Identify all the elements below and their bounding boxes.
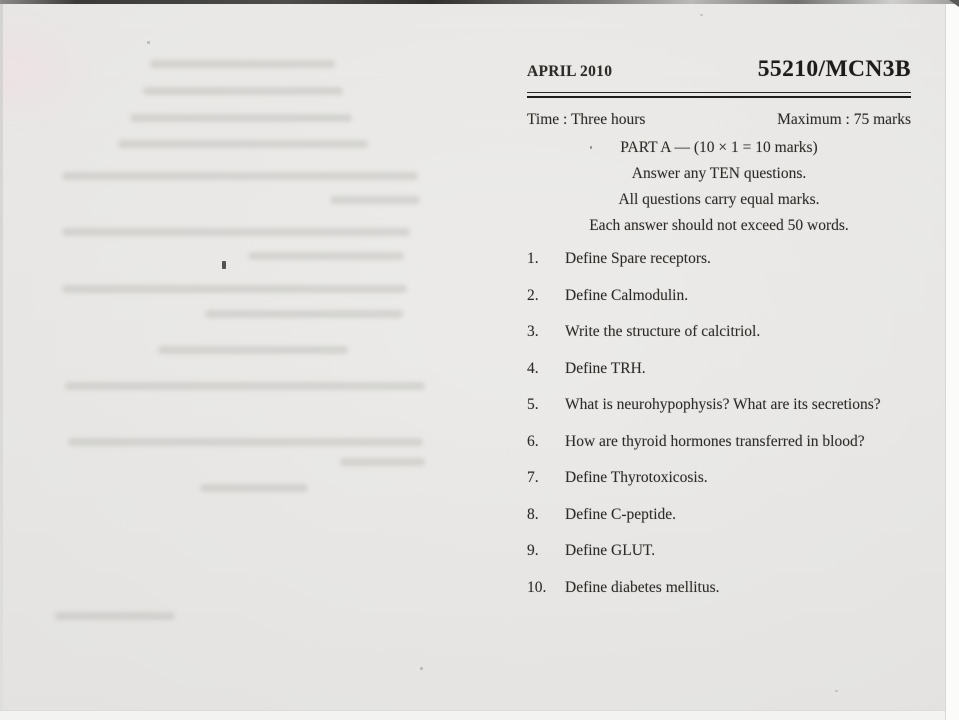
bleed-through-mark [205, 310, 403, 318]
scan-edge-top [0, 0, 959, 4]
part-a-heading: PART A — (10 × 1 = 10 marks) [620, 139, 818, 156]
question-text: Define Spare receptors. [565, 250, 711, 267]
bleed-through-mark [340, 458, 425, 466]
bleed-through-mark [143, 87, 343, 95]
question-number: 8. [527, 505, 539, 523]
question-text: What is neurohypophysis? What are its secretions? [565, 396, 881, 413]
question-text: How are thyroid hormones transferred in blood? [565, 432, 865, 450]
question-number: 9. [527, 542, 539, 559]
question-number: 7. [527, 469, 539, 486]
question-text: Define diabetes mellitus. [565, 578, 720, 596]
question-number: 1. [527, 250, 539, 267]
exam-paper-content [527, 0, 911, 614]
scan-edge-bottom [0, 710, 945, 720]
ink-speck [420, 667, 423, 670]
question-text: Define GLUT. [565, 542, 656, 559]
bleed-through-mark [150, 60, 335, 68]
question-number: 3. [527, 323, 539, 340]
bleed-through-mark [62, 285, 407, 293]
question-list [527, 249, 911, 598]
time-allowed: Time : Three hours [527, 111, 646, 128]
scanner-margin-right [945, 0, 959, 720]
maximum-marks: Maximum : 75 marks [777, 111, 911, 128]
question-item [527, 432, 911, 452]
scan-edge-left [0, 0, 3, 710]
question-item [527, 249, 911, 269]
time-marks-row [527, 110, 911, 130]
bleed-through-mark [65, 382, 425, 390]
bleed-through-mark [130, 114, 352, 122]
bleed-through-mark [118, 140, 368, 148]
paper-header [527, 56, 911, 83]
bleed-through-mark [68, 438, 423, 446]
question-item [527, 286, 911, 306]
ink-speck [835, 690, 838, 692]
ink-speck [222, 261, 226, 269]
bleed-through-mark [55, 612, 175, 620]
question-number: 10. [527, 578, 547, 596]
question-number: 4. [527, 359, 539, 377]
question-text: Define Calmodulin. [565, 286, 689, 304]
question-text: Define C-peptide. [565, 505, 677, 523]
paper-code: 55210/MCN3B [757, 56, 911, 82]
bleed-through-mark [330, 196, 420, 204]
question-item [527, 505, 911, 525]
ink-speck [147, 41, 150, 44]
exam-month-year: APRIL 2010 [527, 63, 613, 80]
question-item [527, 541, 911, 561]
question-text: Define TRH. [565, 359, 646, 377]
bleed-through-mark [200, 484, 308, 492]
question-number: 5. [527, 396, 539, 413]
question-item [527, 359, 911, 379]
bleed-through-mark [62, 172, 418, 180]
bleed-through-mark [62, 228, 410, 236]
question-number: 2. [527, 286, 539, 304]
bleed-through-mark [158, 346, 348, 354]
question-number: 6. [527, 432, 539, 450]
instruction-line: Answer any TEN questions. [631, 165, 807, 182]
question-item [527, 578, 911, 598]
header-divider-rule [527, 92, 911, 98]
question-text: Define Thyrotoxicosis. [565, 469, 708, 486]
question-item [527, 468, 911, 488]
instruction-line: All questions carry equal marks. [618, 191, 820, 208]
instruction-line: Each answer should not exceed 50 words. [589, 217, 849, 234]
question-item [527, 395, 911, 415]
bleed-through-mark [248, 252, 404, 260]
question-item [527, 322, 911, 342]
question-text: Write the structure of calcitriol. [565, 323, 761, 340]
